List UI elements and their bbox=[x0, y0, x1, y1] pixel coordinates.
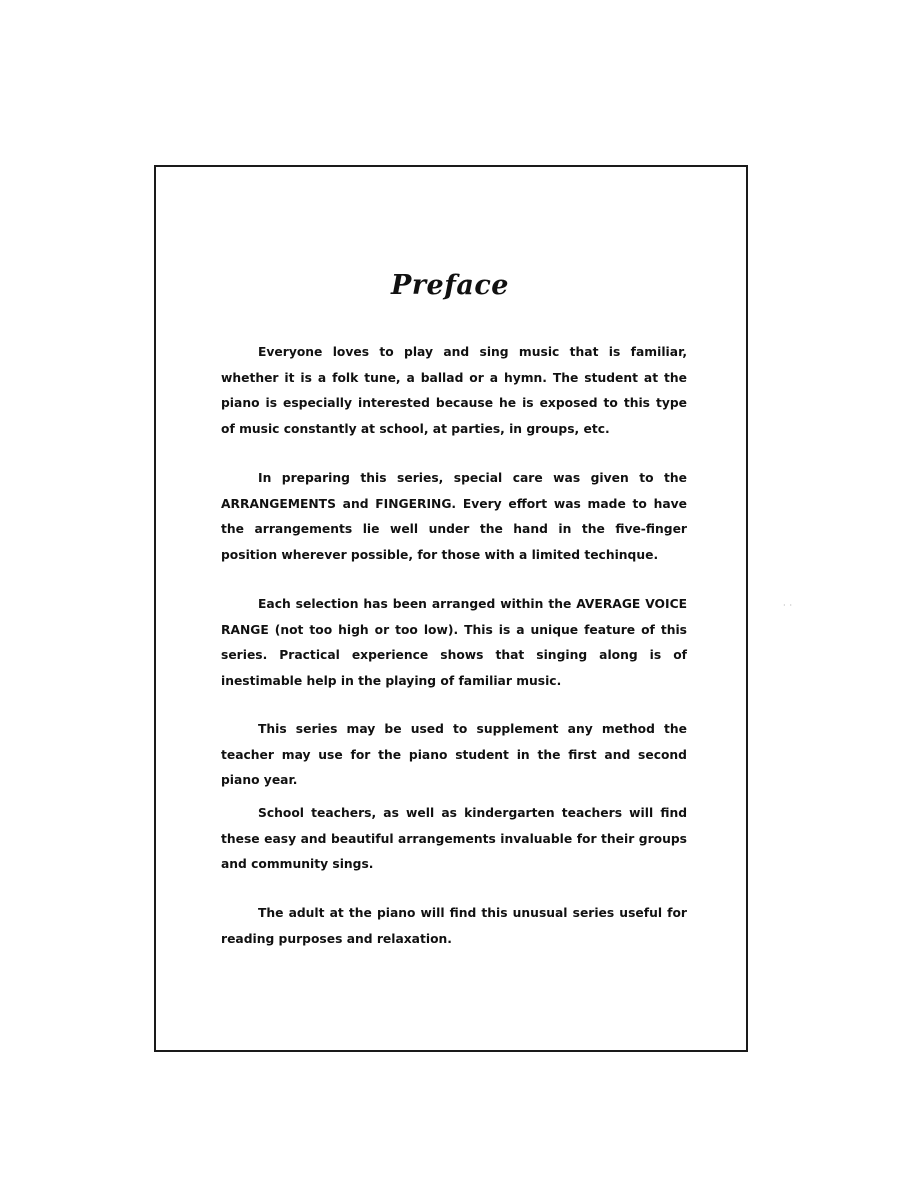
preface-paragraph-5: School teachers, as well as kindergarten teachers will find these easy and beautiful arrangements invaluable for their groups and community sings. bbox=[221, 806, 687, 871]
preface-paragraph-2: In preparing this series, special care was given to the ARRANGEMENTS and FINGERING. Every effort was made to have the arrangements lie well under the hand in the five-finger position wherever possible, for those with a limited techinque. bbox=[221, 471, 687, 562]
scan-speck-mark: ·· bbox=[783, 601, 797, 610]
preface-paragraph-6: The adult at the piano will find this unusual series useful for reading purposes and relaxation. bbox=[221, 906, 687, 946]
preface-paragraph-1: Everyone loves to play and sing music that is familiar, whether it is a folk tune, a ballad or a hymn. The student at the piano is especially interested because he is exposed to this type of music constantly at school, at parties, in groups, etc. bbox=[221, 345, 687, 436]
page-title: Preface bbox=[391, 270, 509, 301]
preface-paragraph-3: Each selection has been arranged within the AVERAGE VOICE RANGE (not too high or too low). This is a unique feature of this series. Practical experience shows that singing along is of inestimable help in the playing of familiar music. bbox=[221, 597, 687, 688]
preface-paragraph-4: This series may be used to supplement any method the teacher may use for the piano student in the first and second piano year. bbox=[221, 722, 687, 787]
